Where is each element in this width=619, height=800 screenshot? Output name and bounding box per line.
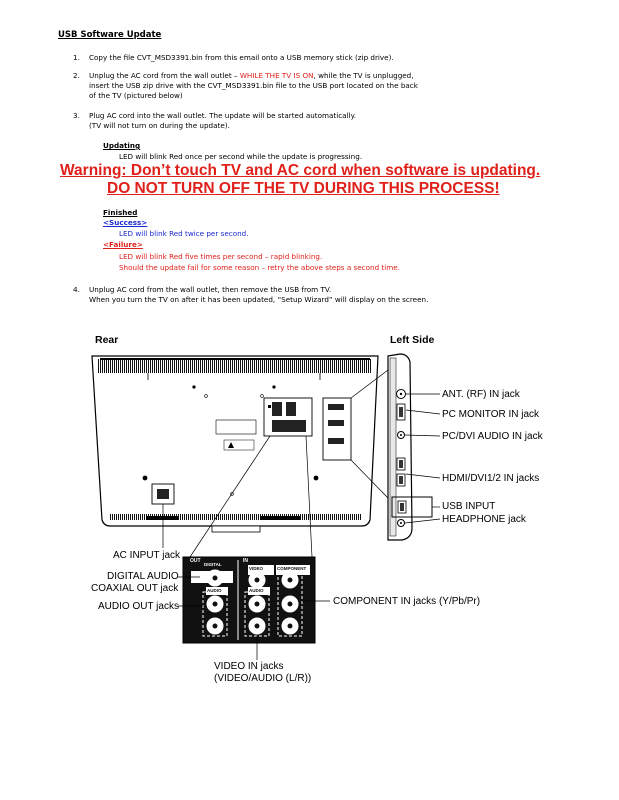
callout-video-in-2: (VIDEO/AUDIO (L/R)): [214, 673, 312, 684]
success-text: LED will blink Red twice per second.: [119, 229, 249, 238]
callout-hdmi: HDMI/DVI1/2 IN jacks: [442, 473, 540, 484]
panel-label-in: IN: [243, 558, 248, 564]
tv-left-side: [388, 354, 432, 540]
step-number: 3.: [73, 111, 80, 120]
callout-pc-monitor: PC MONITOR IN jack: [442, 409, 540, 420]
failure-text-1: LED will blink Red five times per second – rapid blinking.: [119, 252, 323, 261]
step-text: Copy the file CVT_MSD3391.bin from this email onto a USB memory stick (zip drive).: [89, 53, 394, 62]
warning-inline: WHILE THE TV IS ON: [239, 71, 314, 80]
page-title: USB Software Update: [58, 30, 162, 40]
panel-label-out: OUT: [190, 558, 201, 564]
callout-digital-audio-1: DIGITAL AUDIO: [107, 571, 179, 582]
callout-component: COMPONENT IN jacks (Y/Pb/Pr): [333, 596, 481, 607]
tv-rear-body: [92, 356, 378, 532]
callout-video-in-1: VIDEO IN jacks: [214, 661, 284, 672]
step-text-pre: Unplug the AC cord from the wall outlet –: [89, 71, 240, 80]
success-heading: <Success>: [103, 218, 148, 227]
panel-label-component: COMPONENT: [277, 566, 307, 571]
callout-ant: ANT. (RF) IN jack: [442, 389, 520, 400]
callout-usb: USB INPUT: [442, 501, 496, 512]
updating-heading: Updating: [103, 141, 141, 150]
panel-label-audio-in: AUDIO: [249, 588, 264, 593]
left-side-label: Left Side: [390, 334, 435, 346]
step-text-line-2: insert the USB zip drive with the CVT_MSD3391.bin file to the USB port located on the back: [89, 81, 418, 90]
step-text-line-2: (TV will not turn on during the update).: [89, 121, 230, 130]
step-text-line-1: Plug AC cord into the wall outlet. The update will be started automatically.: [89, 111, 357, 120]
callout-pc-dvi-audio: PC/DVI AUDIO IN jack: [442, 431, 543, 442]
step-text-line-3: of the TV (pictured below): [89, 91, 183, 100]
failure-heading: <Failure>: [103, 240, 143, 249]
rear-label: Rear: [95, 334, 119, 346]
callout-digital-audio-2: COAXIAL OUT jack: [91, 583, 179, 594]
panel-label-digital: DIGITAL: [204, 562, 222, 567]
warning-line-1: Warning: Don’t touch TV and AC cord when software is updating.: [60, 162, 541, 179]
step-text-line-2: When you turn the TV on after it has been updated, “Setup Wizard” will display on the screen.: [89, 295, 429, 304]
callout-headphone: HEADPHONE jack: [442, 514, 526, 525]
step-number: 4.: [73, 285, 80, 294]
panel-label-audio-out: AUDIO: [207, 588, 222, 593]
finished-heading: Finished: [103, 208, 138, 217]
failure-text-2: Should the update fail for some reason – retry the above steps a second time.: [119, 263, 400, 272]
callout-ac-input: AC INPUT jack: [113, 550, 181, 561]
warning-line-2: DO NOT TURN OFF THE TV DURING THIS PROCESS!: [107, 180, 500, 197]
updating-text: LED will blink Red once per second while the update is progressing.: [119, 152, 363, 161]
step-number: 1.: [73, 53, 80, 62]
callout-audio-out: AUDIO OUT jacks: [98, 601, 179, 612]
step-text-post: , while the TV is unplugged,: [313, 71, 414, 80]
panel-label-video: VIDEO: [249, 566, 264, 571]
step-number: 2.: [73, 71, 80, 80]
step-text-line-1: Unplug AC cord from the wall outlet, then remove the USB from TV.: [89, 285, 332, 294]
